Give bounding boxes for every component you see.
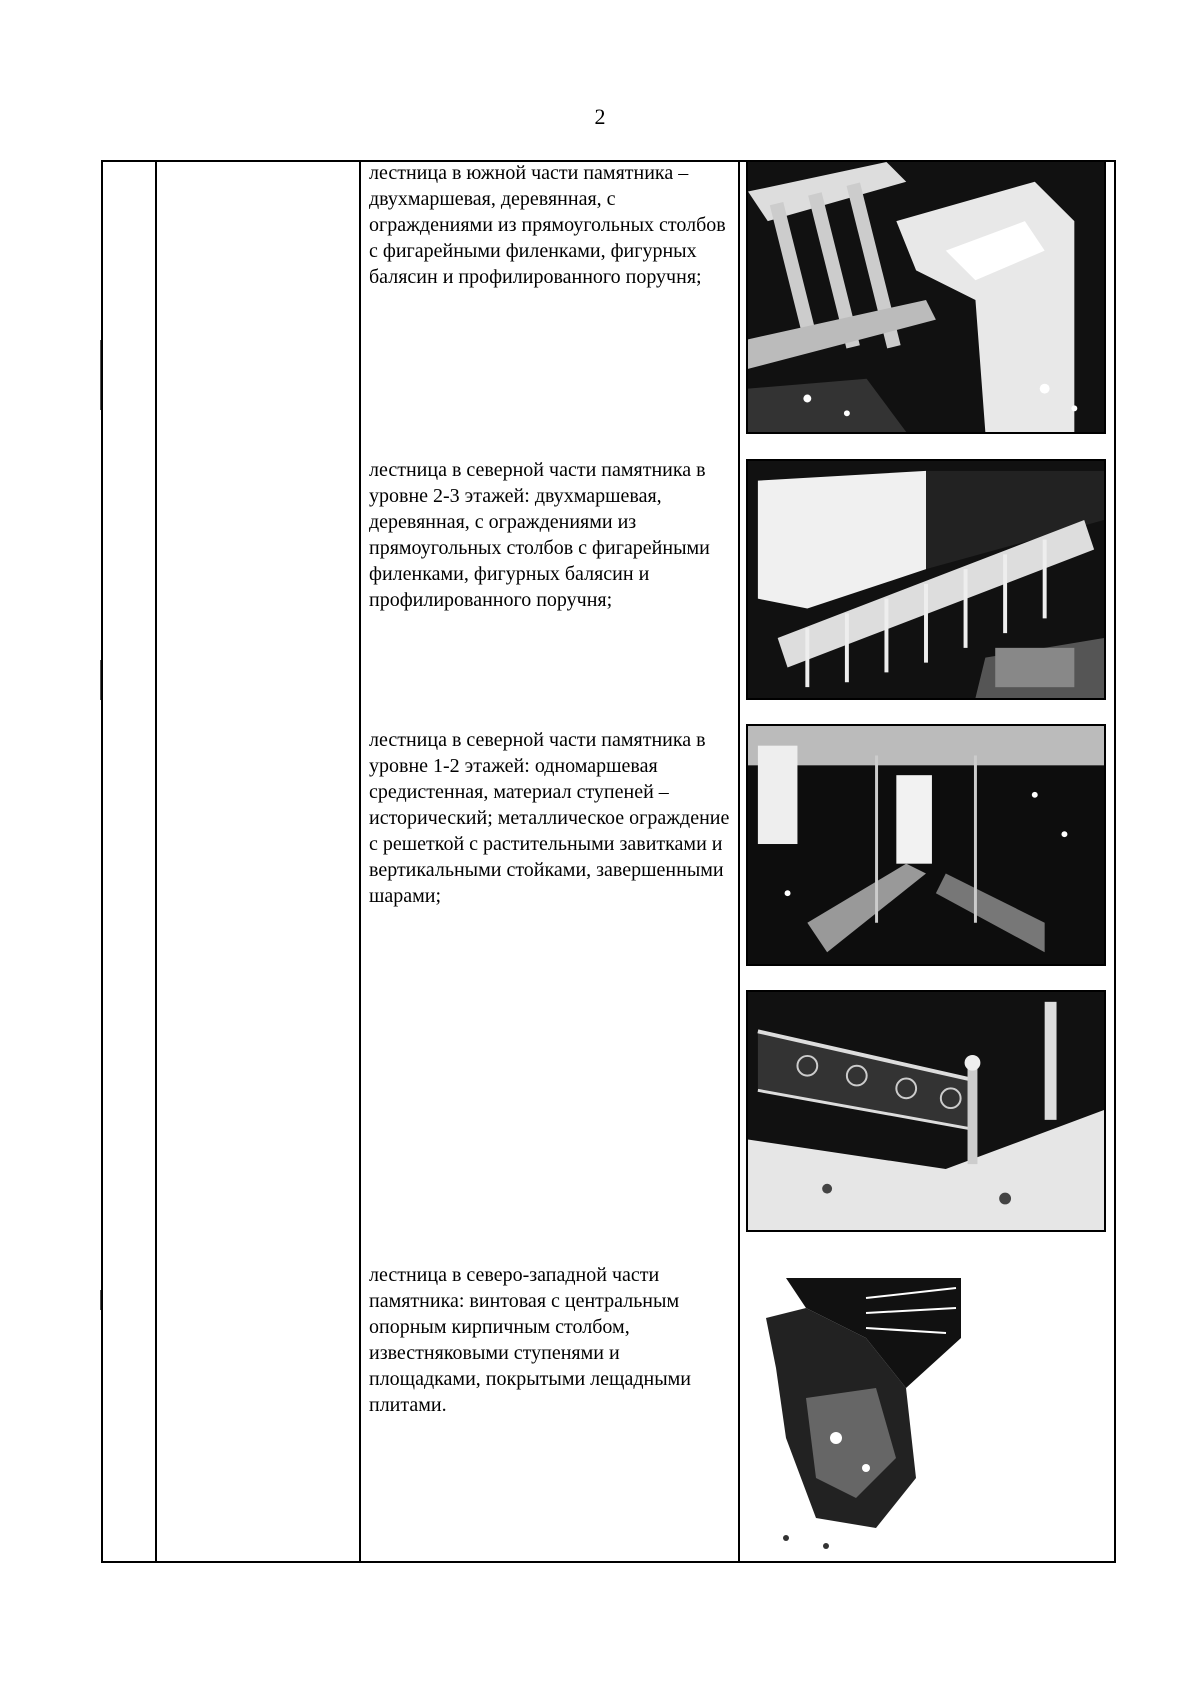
photo-north-staircase-floors-1-2 (746, 724, 1106, 966)
table-column-divider (359, 162, 361, 1561)
staircase-description-northwest: лестница в северо-западной части памятника: винтовая с центральным опорным кирпичным столбом, известняковыми ступенями и площадками, покрытыми лещадными плитами. (369, 1264, 691, 1416)
staircase-description-south: лестница в южной части памятника – двухмаршевая, деревянная, с ограждениями из прямоугольных столбов с фигарейными филенками, фигурных балясин и профилированного поручня; (369, 162, 726, 288)
table-column-divider (155, 162, 157, 1561)
staircase-description-north-1-2: лестница в северной части памятника в уровне 1-2 этажей: одномаршевая средистенная, материал ступеней – исторический; металлическое ограждение с решеткой с растительными завитками и вертикальными стойками, завершенными шарами; (369, 729, 730, 907)
page-number: 2 (594, 104, 606, 129)
photo-metal-railing-detail (746, 990, 1106, 1232)
photo-north-staircase-floors-2-3 (746, 459, 1106, 700)
table-column-divider (738, 162, 740, 1561)
staircase-description-north-2-3: лестница в северной части памятника в уровне 2-3 этажей: двухмаршевая, деревянная, с ограждениями из прямоугольных столбов с фигарейными филенками, фигурных балясин и профилированного поручня; (369, 459, 710, 611)
photo-south-staircase-railing (746, 160, 1106, 434)
photo-spiral-staircase (746, 1278, 966, 1556)
description-table (101, 160, 1116, 1563)
